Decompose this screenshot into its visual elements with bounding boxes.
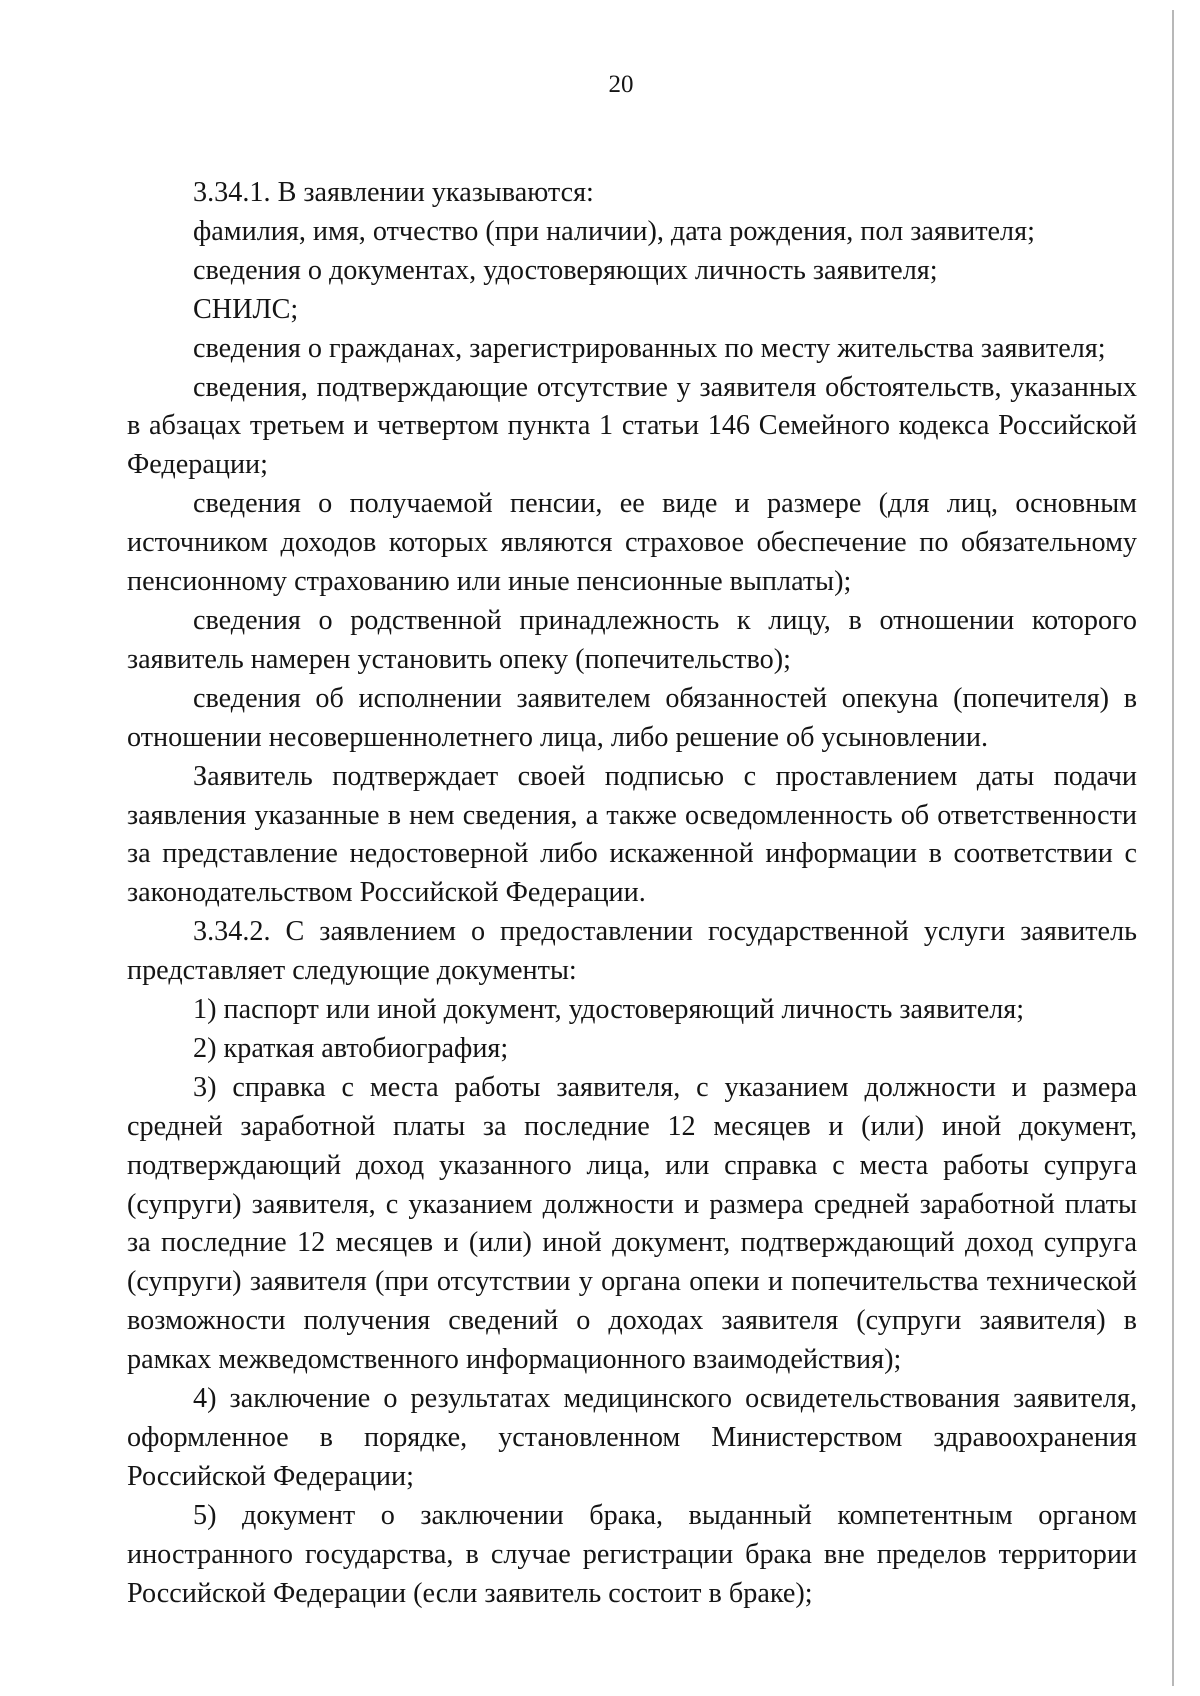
list-item-marriage-document: 5) документ о заключении брака, выданный компетентным органом иностранного государства, в случае регистрации брака вне пределов территории Российской Федерации (если заявитель состоит в браке); [127, 1499, 1137, 1609]
page-number: 20 [608, 71, 634, 98]
paragraph-registered-citizens-item: сведения о гражданах, зарегистрированных по месту жительства заявителя; [193, 332, 1106, 364]
paragraph-3-34-1-heading: 3.34.1. В заявлении указываются: [193, 177, 594, 208]
scan-edge-line [1172, 10, 1174, 1686]
list-item-employment-certificate: 3) справка с места работы заявителя, с указанием должности и размера средней заработной платы за последние 12 месяцев и (или) иной документ, подтверждающий доход указанного лица, или справка с места работы супруга (супруги) заявителя, с указанием должности и размера средней заработной платы за последние 12 месяцев и (или) иной документ, подтверждающий доход супруга (супруги) заявителя (при отсутствии у органа опеки и попечительства технической возможности получения сведений о доходах заявителя (супруги заявителя) в рамках межведомственного информационного взаимодействия); [127, 1071, 1137, 1376]
list-item-autobiography: 2) краткая автобиография; [193, 1032, 509, 1064]
paragraph-3-34-2-heading: 3.34.2. С заявлением о предоставлении государственной услуги заявитель представляет следующие документы: [127, 916, 1137, 987]
paragraph-family-code-circumstances-item: сведения, подтверждающие отсутствие у заявителя обстоятельств, указанных в абзацах третьем и четвертом пункта 1 статьи 146 Семейного кодекса Российской Федерации; [127, 371, 1137, 481]
paragraph-kinship-item: сведения о родственной принадлежность к лицу, в отношении которого заявитель намерен установить опеку (попечительство); [127, 604, 1137, 675]
paragraph-full-name-item: фамилия, имя, отчество (при наличии), дата рождения, пол заявителя; [193, 215, 1035, 247]
paragraph-snils-item: СНИЛС; [193, 293, 299, 325]
paragraph-applicant-signature: Заявитель подтверждает своей подписью с проставлением даты подачи заявления указанные в нем сведения, а также осведомленность об ответственности за представление недостоверной либо искаженной информации в соответствии с законодательством Российской Федерации. [127, 760, 1137, 909]
paragraph-pension-item: сведения о получаемой пенсии, ее виде и размере (для лиц, основным источником доходов которых являются страховое обеспечение по обязательному пенсионному страхованию или иные пенсионные выплаты); [127, 488, 1137, 598]
list-item-medical-report: 4) заключение о результатах медицинского освидетельствования заявителя, оформленное в порядке, установленном Министерством здравоохранения Российской Федерации; [127, 1383, 1137, 1492]
document-body [127, 174, 1137, 1614]
list-item-passport: 1) паспорт или иной документ, удостоверяющий личность заявителя; [193, 994, 1025, 1026]
paragraph-guardian-duties-item: сведения об исполнении заявителем обязанностей опекуна (попечителя) в отношении несовершеннолетнего лица, либо решение об усыновлении. [127, 682, 1137, 753]
paragraph-identity-documents-item: сведения о документах, удостоверяющих личность заявителя; [193, 254, 938, 286]
